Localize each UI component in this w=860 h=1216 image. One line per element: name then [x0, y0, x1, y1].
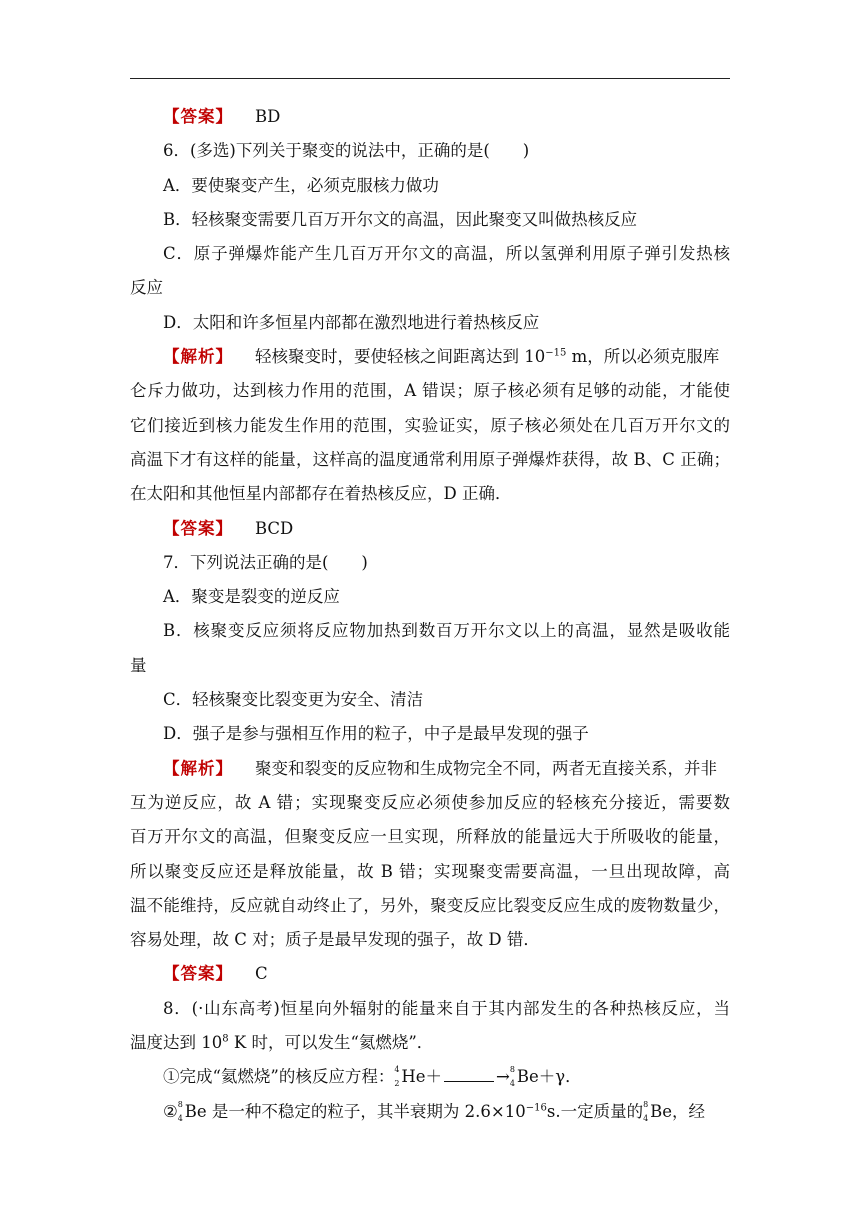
beryllium-nuclide	[510, 1060, 582, 1094]
mass-number: 8	[509, 1065, 515, 1075]
q6-analysis-line3: 它们接近到核力能发生作用的范围，实验证实，原子核必须处在几百万开尔文的	[130, 415, 730, 435]
q7-option-b-line2: 量	[130, 655, 147, 675]
beryllium-nuclide	[178, 1095, 526, 1129]
q8-sub2	[130, 1095, 730, 1129]
stem-text: 温度达到 10	[130, 1033, 223, 1053]
nuclide-symbol: Be＋γ．	[516, 1067, 582, 1087]
analysis-tag: 【解析】	[163, 758, 233, 778]
sub-question-text: ①完成“氦燃烧”的核反应方程：	[163, 1067, 395, 1087]
q6-option-c-line1: C．原子弹爆炸能产生几百万开尔文的高温，所以氢弹利用原子弹引发热核	[163, 244, 730, 264]
analysis-text: 聚变和裂变的反应物和生成物完全不同，两者无直接关系，并非	[255, 758, 717, 778]
answer-tag: 【答案】	[163, 107, 233, 126]
mass-number: 8	[177, 1099, 183, 1109]
answer-line-q5	[130, 100, 730, 134]
exponent: −15	[545, 347, 567, 359]
q6-stem: 6．(多选)下列关于聚变的说法中，正确的是( )	[163, 141, 530, 161]
answer-tag: 【答案】	[163, 518, 233, 538]
answer-line-q7	[130, 957, 730, 991]
sub-question-text: s.一定质量的	[546, 1101, 644, 1121]
answer-value: BCD	[255, 518, 294, 538]
exponent: −16	[525, 1102, 547, 1114]
sub-question-number: ②	[163, 1101, 178, 1121]
q7-analysis-line1	[130, 752, 730, 786]
q6-option-b: B．轻核聚变需要几百万开尔文的高温，因此聚变又叫做热核反应	[163, 209, 638, 229]
q7-option-c: C．轻核聚变比裂变更为安全、清洁	[163, 690, 424, 710]
atomic-number: 4	[643, 1113, 649, 1123]
q6-analysis-line1	[130, 340, 730, 374]
q6-analysis-line4: 高温下才有这样的能量，这样高的温度通常利用原子弹爆炸获得，故 B、C 正确；	[130, 449, 730, 469]
q7-analysis-line4: 所以聚变反应还是释放能量，故 B 错；实现聚变需要高温，一旦出现故障，高	[130, 861, 730, 881]
answer-value: C	[255, 964, 268, 984]
q6-analysis-line5: 在太阳和其他恒星内部都存在着热核反应，D 正确．	[130, 484, 512, 504]
atomic-number: 4	[177, 1113, 183, 1123]
q6-analysis-line2: 仑斥力做功，达到核力作用的范围，A 错误；原子核必须有足够的动能，才能使	[130, 381, 730, 401]
q8-sub1	[130, 1060, 730, 1094]
analysis-tag: 【解析】	[163, 347, 233, 367]
answer-tag: 【答案】	[163, 964, 233, 984]
q7-option-d: D．强子是参与强相互作用的粒子，中子是最早发现的强子	[163, 724, 589, 744]
q8-stem-line1: 8．(·山东高考)恒星向外辐射的能量来自于其内部发生的各种热核反应，当	[163, 998, 730, 1018]
document-body	[130, 100, 730, 1129]
analysis-text: m，所以必须克服库	[566, 347, 720, 367]
atomic-number: 2	[394, 1079, 400, 1089]
q7-analysis-line5: 温不能维持，反应就自动终止了，另外，聚变反应比裂变反应生成的废物数量少，	[130, 895, 730, 915]
q7-analysis-line3: 百万开尔文的高温，但聚变反应一旦实现，所释放的能量远大于所吸收的能量，	[130, 827, 730, 847]
answer-blank	[444, 1067, 494, 1082]
beryllium-nuclide	[643, 1095, 705, 1129]
analysis-text: 轻核聚变时，要使轻核之间距离达到 10	[255, 347, 546, 367]
atomic-number: 4	[509, 1079, 515, 1089]
q7-option-b-line1: B．核聚变反应须将反应物加热到数百万开尔文以上的高温，显然是吸收能	[163, 621, 730, 641]
q7-analysis-line2: 互为逆反应，故 A 错；实现聚变反应必须使参加反应的轻核充分接近，需要数	[130, 792, 730, 812]
stem-text: K 时，可以发生“氦燃烧”．	[228, 1033, 434, 1053]
q7-stem: 7．下列说法正确的是( )	[163, 552, 368, 572]
reaction-arrow: →	[496, 1067, 510, 1087]
q6-option-a: A．要使聚变产生，必须克服核力做功	[163, 175, 439, 195]
answer-value: BD	[255, 107, 281, 126]
answer-line-q6	[130, 512, 730, 546]
nuclide-symbol: He＋	[401, 1067, 443, 1087]
mass-number: 8	[643, 1099, 649, 1109]
q6-option-d: D．太阳和许多恒星内部都在激烈地进行着热核反应	[163, 312, 540, 332]
q8-stem-line2	[130, 1026, 730, 1060]
mass-number: 4	[394, 1065, 400, 1075]
q7-option-a: A．聚变是裂变的逆反应	[163, 587, 340, 607]
exponent: 8	[222, 1033, 229, 1045]
helium-nuclide	[394, 1060, 442, 1094]
q7-analysis-line6: 容易处理，故 C 对；质子是最早发现的强子，故 D 错．	[130, 930, 540, 950]
sub-question-text: Be，经	[650, 1101, 705, 1121]
q6-option-c-line2: 反应	[130, 278, 163, 298]
sub-question-text: Be 是一种不稳定的粒子，其半衰期为 2.6×10	[184, 1101, 526, 1121]
header-rule	[130, 78, 730, 79]
